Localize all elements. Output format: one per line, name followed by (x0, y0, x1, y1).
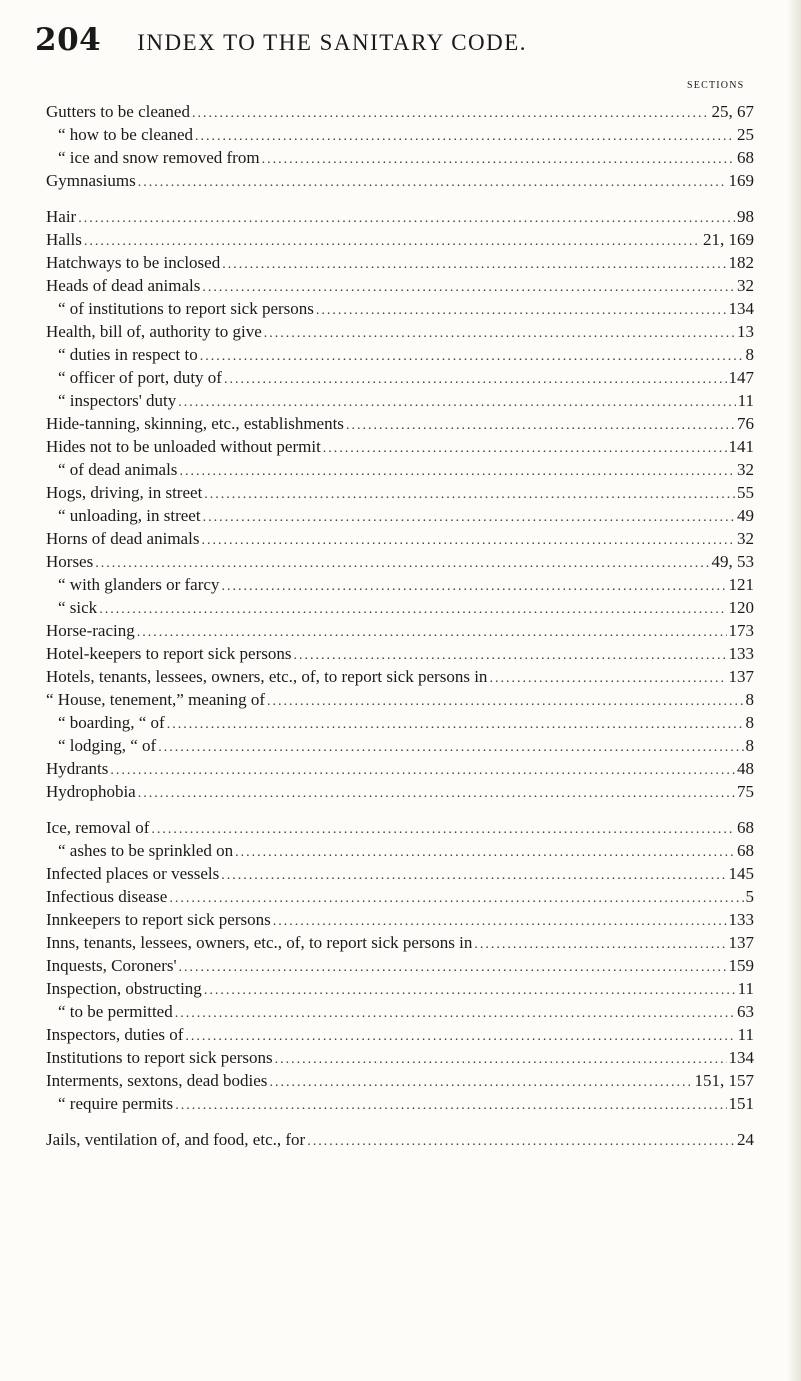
dot-leader (195, 125, 735, 148)
entry-section-ref: 32 (737, 529, 754, 548)
entry-section-ref: 21, 169 (703, 230, 754, 249)
dot-leader (273, 910, 727, 933)
index-entry (46, 366, 754, 389)
dot-leader (137, 621, 727, 644)
dot-leader (323, 437, 727, 460)
entry-term: Interments, sextons, dead bodies (46, 1071, 268, 1090)
index-entry (46, 389, 754, 412)
dot-leader (167, 713, 744, 736)
entry-term: “ officer of port, duty of (58, 368, 222, 387)
entry-section-ref: 137 (728, 933, 754, 952)
entry-section-ref: 173 (728, 621, 754, 640)
index-entry (46, 297, 754, 320)
entry-section-ref: 8 (745, 345, 754, 364)
running-title: INDEX TO THE SANITARY CODE. (137, 30, 528, 55)
entry-section-ref: 169 (728, 171, 754, 190)
index-entry (46, 1092, 754, 1115)
entry-section-ref: 147 (728, 368, 754, 387)
entry-term: Horses (46, 552, 94, 571)
index-entries (46, 100, 754, 1151)
entry-section-ref: 134 (728, 299, 754, 318)
dot-leader (138, 782, 735, 805)
entry-term: “ require permits (58, 1094, 174, 1113)
index-entry (46, 1128, 754, 1151)
entry-term: Hotels, tenants, lessees, owners, etc., of, to report sick persons in (46, 667, 488, 686)
dot-leader (222, 253, 726, 276)
index-entry (46, 169, 754, 192)
entry-section-ref: 76 (737, 414, 754, 433)
entry-term: Innkeepers to report sick persons (46, 910, 271, 929)
entry-section-ref: 75 (737, 782, 754, 801)
index-entry (46, 274, 754, 297)
dot-leader (84, 230, 701, 253)
dot-leader (204, 483, 735, 506)
entry-section-ref: 25, 67 (711, 102, 754, 121)
entry-term: Gutters to be cleaned (46, 102, 190, 121)
index-entry (46, 100, 754, 123)
entry-section-ref: 8 (745, 713, 754, 732)
entry-term: Heads of dead animals (46, 276, 201, 295)
entry-section-ref: 159 (728, 956, 754, 975)
index-entry (46, 550, 754, 573)
dot-leader (204, 979, 736, 1002)
index-entry (46, 123, 754, 146)
index-entry (46, 320, 754, 343)
index-entry (46, 343, 754, 366)
index-entry (46, 458, 754, 481)
page-header (35, 22, 775, 56)
entry-term: Infected places or vessels (46, 864, 220, 883)
dot-leader (221, 575, 726, 598)
entry-section-ref: 48 (737, 759, 754, 778)
entry-term: Ice, removal of (46, 818, 150, 837)
entry-term: Hatchways to be inclosed (46, 253, 221, 272)
dot-leader (316, 299, 727, 322)
dot-leader (99, 598, 726, 621)
entry-term: Halls (46, 230, 82, 249)
dot-leader (474, 933, 726, 956)
index-entry (46, 228, 754, 251)
dot-leader (192, 102, 710, 125)
index-entry (46, 251, 754, 274)
entry-section-ref: 137 (728, 667, 754, 686)
entry-section-ref: 55 (737, 483, 754, 502)
entry-term: “ ashes to be sprinkled on (58, 841, 234, 860)
dot-leader (179, 460, 735, 483)
entry-term: Jails, ventilation of, and food, etc., for (46, 1130, 306, 1149)
entry-term: Hides not to be unloaded without permit (46, 437, 321, 456)
entry-term: “ with glanders or farcy (58, 575, 220, 594)
entry-section-ref: 49, 53 (711, 552, 754, 571)
dot-leader (95, 552, 709, 575)
dot-leader (346, 414, 735, 437)
dot-leader (175, 1094, 726, 1117)
entry-term: Inspectors, duties of (46, 1025, 184, 1044)
index-entry (46, 977, 754, 1000)
index-entry (46, 642, 754, 665)
entry-section-ref: 141 (728, 437, 754, 456)
index-entry (46, 1000, 754, 1023)
entry-section-ref: 8 (745, 736, 754, 755)
index-entry (46, 908, 754, 931)
dot-leader (178, 391, 735, 414)
entry-section-ref: 133 (728, 910, 754, 929)
entry-term: Hydrophobia (46, 782, 136, 801)
dot-leader (235, 841, 735, 864)
index-entry (46, 205, 754, 228)
entry-section-ref: 24 (737, 1130, 754, 1149)
index-entry (46, 1023, 754, 1046)
entry-term: “ unloading, in street (58, 506, 201, 525)
dot-leader (138, 171, 727, 194)
entry-section-ref: 133 (728, 644, 754, 663)
entry-term: “ ice and snow removed from (58, 148, 260, 167)
entry-term: Health, bill of, authority to give (46, 322, 262, 341)
entry-section-ref: 8 (745, 690, 754, 709)
index-entry (46, 711, 754, 734)
entry-section-ref: 151 (728, 1094, 754, 1113)
entry-section-ref: 68 (737, 841, 754, 860)
entry-term: Inquests, Coroners' (46, 956, 177, 975)
index-entry (46, 757, 754, 780)
dot-leader (78, 207, 735, 230)
dot-leader (203, 506, 735, 529)
entry-term: Inspection, obstructing (46, 979, 202, 998)
entry-term: “ House, tenement,” meaning of (46, 690, 266, 709)
index-entry (46, 527, 754, 550)
index-entry (46, 688, 754, 711)
dot-leader (307, 1130, 735, 1153)
entry-section-ref: 25 (737, 125, 754, 144)
entry-term: Institutions to report sick persons (46, 1048, 273, 1067)
entry-section-ref: 120 (728, 598, 754, 617)
entry-section-ref: 32 (737, 276, 754, 295)
entry-term: Horns of dead animals (46, 529, 200, 548)
index-entry (46, 734, 754, 757)
entry-section-ref: 49 (737, 506, 754, 525)
dot-leader (169, 887, 743, 910)
dot-leader (158, 736, 743, 759)
index-entry (46, 504, 754, 527)
dot-leader (262, 148, 735, 171)
index-entry (46, 146, 754, 169)
dot-leader (202, 276, 735, 299)
entry-term: Hotel-keepers to report sick persons (46, 644, 292, 663)
entry-section-ref: 68 (737, 818, 754, 837)
index-entry (46, 435, 754, 458)
entry-section-ref: 68 (737, 148, 754, 167)
dot-leader (185, 1025, 735, 1048)
entry-section-ref: 145 (728, 864, 754, 883)
index-entry (46, 1069, 754, 1092)
entry-section-ref: 151, 157 (694, 1071, 754, 1090)
dot-leader (221, 864, 726, 887)
index-entry (46, 481, 754, 504)
entry-term: “ how to be cleaned (58, 125, 193, 144)
dot-leader (275, 1048, 727, 1071)
entry-section-ref: 134 (728, 1048, 754, 1067)
entry-term: Infectious disease (46, 887, 168, 906)
entry-term: “ inspectors' duty (58, 391, 177, 410)
entry-section-ref: 13 (737, 322, 754, 341)
index-entry (46, 573, 754, 596)
dot-leader (224, 368, 727, 391)
entry-term: “ of dead animals (58, 460, 178, 479)
dot-leader (267, 690, 743, 713)
entry-term: “ lodging, “ of (58, 736, 157, 755)
index-entry (46, 816, 754, 839)
index-entry (46, 954, 754, 977)
entry-section-ref: 11 (737, 979, 754, 998)
dot-leader (264, 322, 735, 345)
index-entry (46, 839, 754, 862)
entry-section-ref: 182 (728, 253, 754, 272)
dot-leader (175, 1002, 735, 1025)
index-entry (46, 596, 754, 619)
entry-term: “ of institutions to report sick persons (58, 299, 314, 318)
entry-term: Hydrants (46, 759, 109, 778)
entry-section-ref: 121 (728, 575, 754, 594)
entry-term: “ sick (58, 598, 98, 617)
entry-term: Gymnasiums (46, 171, 136, 190)
entry-term: “ duties in respect to (58, 345, 198, 364)
entry-term: Hair (46, 207, 77, 226)
entry-term: “ to be permitted (58, 1002, 173, 1021)
sections-column-label: SECTIONS (687, 80, 745, 91)
dot-leader (151, 818, 735, 841)
entry-section-ref: 63 (737, 1002, 754, 1021)
dot-leader (293, 644, 726, 667)
dot-leader (269, 1071, 692, 1094)
entry-section-ref: 5 (745, 887, 754, 906)
entry-term: Hogs, driving, in street (46, 483, 203, 502)
entry-section-ref: 98 (737, 207, 754, 226)
index-entry (46, 665, 754, 688)
entry-section-ref: 11 (737, 391, 754, 410)
dot-leader (489, 667, 726, 690)
entry-term: “ boarding, “ of (58, 713, 165, 732)
index-entry (46, 885, 754, 908)
index-entry (46, 862, 754, 885)
page-number: 204 (35, 22, 102, 58)
entry-term: Hide-tanning, skinning, etc., establishments (46, 414, 344, 433)
dot-leader (201, 529, 735, 552)
dot-leader (200, 345, 744, 368)
dot-leader (179, 956, 727, 979)
index-entry (46, 931, 754, 954)
index-entry (46, 619, 754, 642)
index-entry (46, 412, 754, 435)
entry-section-ref: 32 (737, 460, 754, 479)
index-entry (46, 780, 754, 803)
entry-term: Inns, tenants, lessees, owners, etc., of, to report sick persons in (46, 933, 473, 952)
index-entry (46, 1046, 754, 1069)
entry-term: Horse-racing (46, 621, 135, 640)
dot-leader (110, 759, 735, 782)
entry-section-ref: 11 (737, 1025, 754, 1044)
